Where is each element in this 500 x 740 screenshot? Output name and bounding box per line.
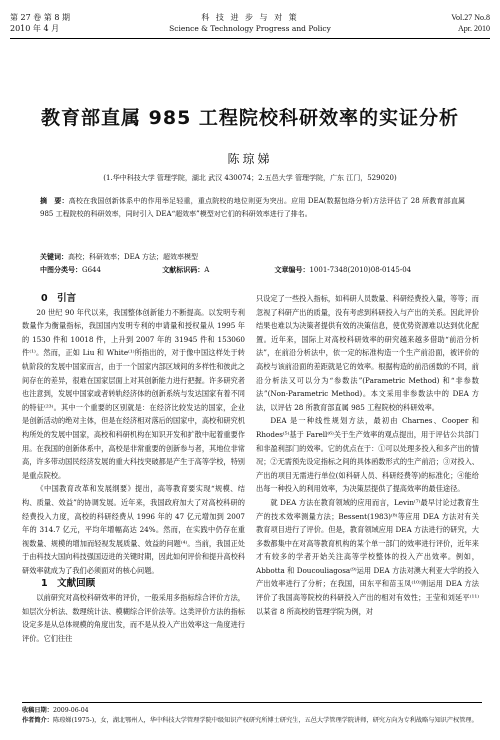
abstract-label: 摘 要：: [40, 197, 69, 205]
received-date: 收稿日期：2009-06-04: [22, 707, 89, 714]
paragraph: 就 DEA 方法在教育领域的应用而言，Levin⁽⁷⁾最早讨论过教育生产的技术效率测量方法；Bessent(1983)⁽⁸⁾等应用 DEA 方法对有关教育项目进行了评价。但是，教育领域应用 DEA 方法进行的研究，大多数都集中在对高等教育机构的某个单一部门的效率进行评价，近年来才有较多的学者开始关注高等学校整体的投入产出效率。例如，Abbotta 和 Doucouliagosa⁽⁹⁾运用 DEA 方法对澳大利亚大学的投入产出效率进行了分析；在我国，田东平和苗玉凤⁽¹⁰⁾则运用 DEA 方法评价了我国高等院校的科研投入产出的相对有效性；王莹和刘延平⁽¹¹⁾以某省 8 所高校的管理学院为例，对: [256, 497, 479, 616]
running-header: [10, 8, 490, 39]
paragraph: 只设定了一些投入指标，如科研人员数量、科研经费投入量，等等；而忽视了科研产出的质量，没有考虑到科研投入与产出的关系。因此评价结果也难以为决策者提供有效的决策信息，使优势资源难以达到优化配置。近年来，国际上对高校科研效率的研究越来越多借助“前沿分析法”，在前沿分析法中，依一定的标准构造一个生产前沿面，被评价的高校与该前沿面的差距就是它的效率。根据构造的前沿函数的不同，前沿分析法又可以分为“参数法”(Parametric Method) 和“非参数法”(Non-Parametric Method)。本文采用非参数法中的 DEA 方法，以评估 28 所教育部直属 985 工程院校的科研效率。: [256, 294, 479, 412]
journal-issue: 第 27 卷 第 8 期 2010 年 4 月: [10, 13, 70, 33]
author-bio: 作者简介：陈琼娣(1975-)，女，湖北鄂州人，华中科技大学管理学院中级知识产权研究所博士研究生，五邑大学管理学院讲师，研究方向为专利战略与知识产权管理。: [22, 717, 478, 724]
section-heading-literature-review: 1 文献回顾: [41, 578, 96, 590]
journal-volume: Vol.27 No.8 Apr. 2010: [451, 13, 490, 33]
keywords: 关键词：高校；科研效率；DEA 方法；超效率模型: [40, 253, 199, 261]
right-column: [256, 292, 479, 618]
journal-name: 科 技 进 步 与 对 策 Science & Technology Progress and Policy: [169, 13, 331, 33]
paragraph: 以前研究对高校科研效率的评价，一般采用多指标综合评价方法，如层次分析法、数理统计法、模糊综合评价法等。这类评价方法的指标设定多是从总体规模的角度出发，而不是从投入产出效率这一角度进行评价。它们往往: [22, 593, 245, 643]
abstract: [40, 195, 465, 221]
abstract-text: 高校在我国创新体系中的作用举足轻重，重点院校的地位则更为突出。应用 DEA(数据包络分析)方法评估了 28 所教育部直属 985 工程院校的科研效率，同时引入 DEA“超效率”模型对它们的科研效率进行了排名。: [40, 197, 465, 218]
classification-row: 中图分类号：G644 文献标识码：A 文章编号：1001-7348(2010)08-0145-04: [40, 266, 412, 274]
paragraph: DEA 是一种线性规划方法，最初由 Charnes、Cooper 和 Rhodes⁽⁵⁾基于 Farell⁽⁶⁾关于生产效率的观点提出，用于评估公共部门和非盈利部门的效率。它的优点在于：①可以处理多投入和多产出的情况；②无需预先设定指标之间的具体函数形式的生产前沿；③对投入、产出的项目无需进行单位(如科研人员、科研经费等)的标准化；④能给出每一种投入的利用效率，为决策层提供了提高效率的最佳途径。: [256, 416, 479, 494]
article-metadata: [40, 251, 465, 277]
left-column: [22, 292, 245, 645]
footnote: [22, 702, 482, 726]
paper-author: 陈琼娣: [227, 152, 273, 166]
author-affiliation: (1.华中科技大学 管理学院，湖北 武汉 430074；2.五邑大学 管理学院，广东 江门，529020): [103, 174, 397, 182]
section-heading-introduction: 0 引言: [41, 293, 77, 304]
paper-title: 教育部直属 985 工程院校科研效率的实证分析: [41, 107, 459, 129]
paragraph: 20 世纪 90 年代以来，我国整体创新能力不断提高。以发明专利数量作为衡量指标，我国国内发明专利的申请量和授权量从 1995 年的 1530 件和 10018 件，上升到 2007 年的 31945 件和 153060 件⁽¹⁾。然而，正如 Liu 和 White⁽¹⁾所指出的，对于像中国这样处于转轨阶段的发展中国家而言，由于一个国家内部区域间的多样性和彼此之间存在的差异，很难在国家层面上对其创新能力进行把握。许多研究者也注意到，发展中国家或者转轨经济体的创新系统与发达国家有着不同的特征⁽²³⁾。其中一个重要的区别就是：在经济比较发达的国家，企业是创新活动的绝对主体，但是在经济相对落后的国家中，高校和研究机构所处的发展中国家，高校和科研机构在知识开发和扩散中起着重要作用。在我国的创新体系中，高校是非常重要的创新参与者，其地位非常高，许多带动国民经济发展的重大科技突破都是产生于高等学校，特别是重点院校。: [22, 307, 245, 480]
paragraph: 《中国教育改革和发展纲要》提出，高等教育要实现“规模、结构、质量、效益”的协调发展。近年来，我国政府加大了对高校科研的经费投入力度，高校的科研经费从 1996 年的 47 亿元增加到 2007 年的 314.7 亿元，平均年增幅高达 24%。然而，在实践中仍存在重视数量、规模的增加而轻视发展质量、效益的问题⁽⁴⁾。当前，我国正处于由科技大国向科技强国迈进的关键时期，因此如何评价和提升高校科研效率就成为了我们必须面对的核心问题。: [22, 484, 245, 575]
